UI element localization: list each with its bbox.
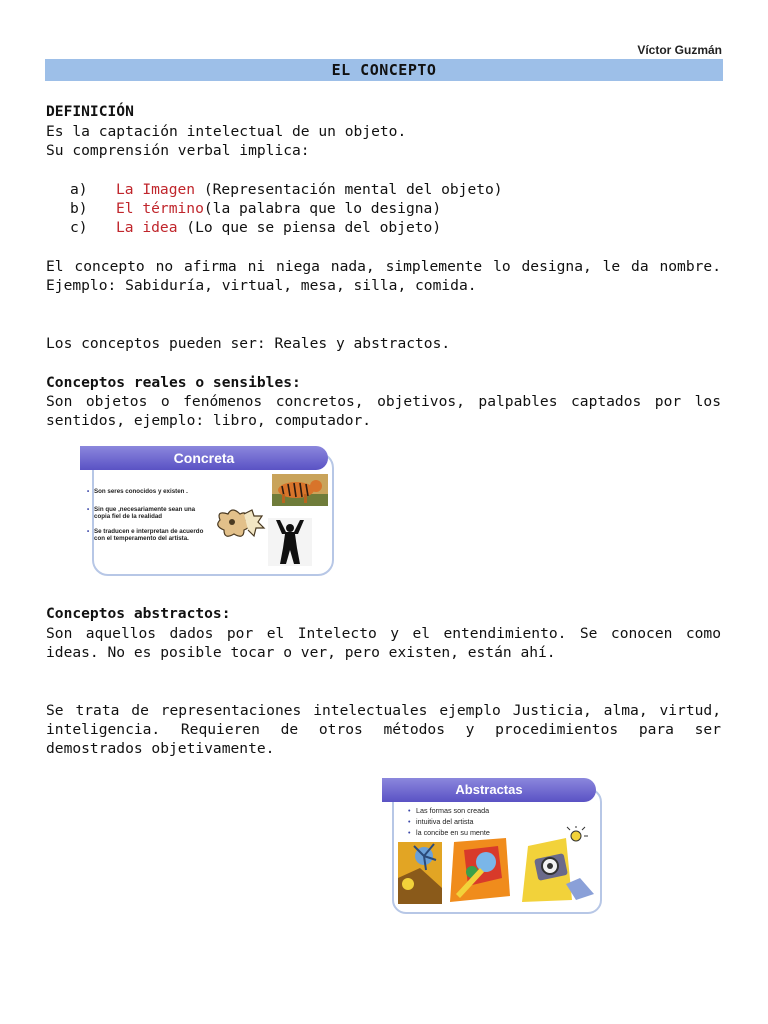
term-termino: El término xyxy=(116,200,204,218)
concreta-card xyxy=(80,446,333,574)
concreta-card-title: Concreta xyxy=(80,446,328,470)
abstractas-bullet-1: • Las formas son creada xyxy=(416,807,489,815)
abstract-flower-art-icon xyxy=(396,838,446,908)
term-imagen: La Imagen xyxy=(116,181,196,198)
reales-text: Son objetos o fenómenos concretos, objetivos, palpables captados por los sentidos, ejemplo: libro, computador. xyxy=(46,393,721,430)
definition-heading: DEFINICIÓN xyxy=(46,103,134,120)
concreta-bullet-2: • Sin que ,necesariamente sean una copia fiel de la realidad xyxy=(94,506,212,520)
paragraph-designation: El concepto no afirma ni niega nada, simplemente lo designa, le da nombre. Ejemplo: Sabiduría, virtual, mesa, silla, comida. xyxy=(46,258,721,295)
abstract-palette-art-icon xyxy=(446,834,516,908)
abstractas-bullet-3: • la concibe en su mente xyxy=(416,829,490,837)
abstractos-text-2: Se trata de representaciones intelectuales ejemplo Justicia, alma, virtud, inteligencia. Requieren de otros métodos y procedimientos para ser demostrados objetivamente. xyxy=(46,702,721,758)
concept-components-list xyxy=(70,180,503,238)
abstractas-card xyxy=(382,778,600,912)
abstract-shapes-icon xyxy=(214,506,270,542)
list-item: c) La idea (Lo que se piensa del objeto) xyxy=(70,219,442,237)
list-item: a) La Imagen (Representación mental del objeto) xyxy=(70,181,503,198)
paragraph-types: Los conceptos pueden ser: Reales y abstractos. xyxy=(46,335,451,352)
concreta-bullet-3: • Se traducen e interpretan de acuerdo con el temperamento del artista. xyxy=(94,528,216,542)
reales-heading: Conceptos reales o sensibles: xyxy=(46,374,301,391)
abstractos-heading: Conceptos abstractos: xyxy=(46,605,231,622)
abstractos-text-1: Son aquellos dados por el Intelecto y el entendimiento. Se conocen como ideas. No es posible tocar o ver, pero existen, están ahí. xyxy=(46,625,721,662)
definition-line-2: Su comprensión verbal implica: xyxy=(46,142,310,159)
definition-line-1: Es la captación intelectual de un objeto. xyxy=(46,123,407,140)
abstractas-card-title: Abstractas xyxy=(382,778,596,802)
abstractas-bullet-2: • intuitiva del artista xyxy=(416,818,474,826)
author-name: Víctor Guzmán xyxy=(637,43,722,57)
term-idea: La idea xyxy=(116,219,178,237)
page-title: EL CONCEPTO xyxy=(45,59,723,81)
concreta-bullet-1: • Son seres conocidos y existen . xyxy=(94,488,194,495)
person-silhouette-icon xyxy=(268,518,312,566)
abstract-camera-art-icon xyxy=(518,826,598,906)
tiger-picture-icon xyxy=(272,474,328,506)
list-item: b) El término(la palabra que lo designa) xyxy=(70,200,442,218)
